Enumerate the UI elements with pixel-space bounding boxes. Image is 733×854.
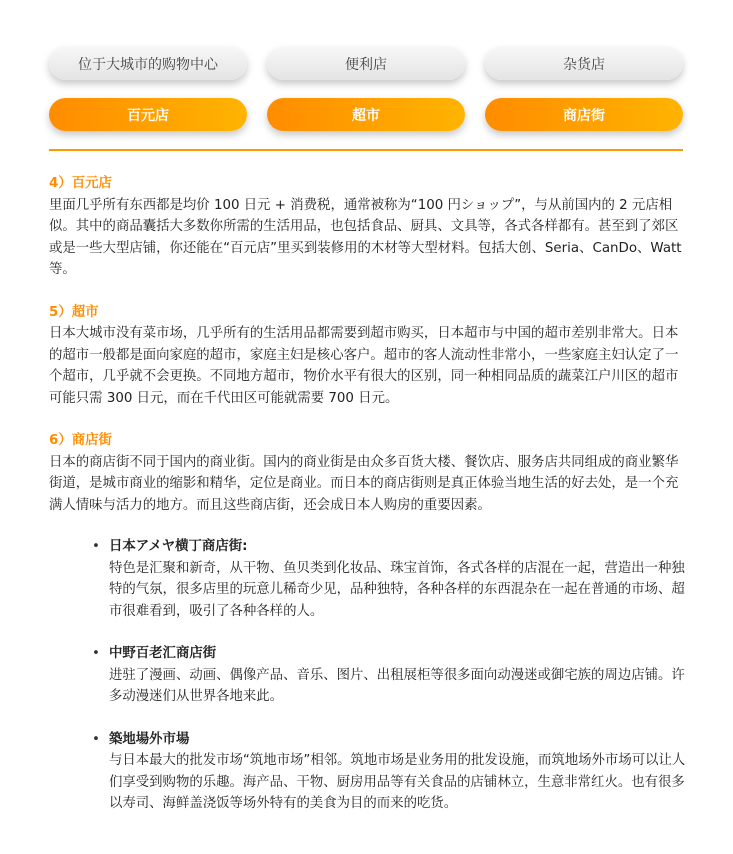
list-item-title: 日本アメヤ横丁商店街: <box>109 539 248 554</box>
list-item-body: 进驻了漫画、动画、偶像产品、音乐、图片、出租展柜等很多面向动漫迷或御宅族的周边店铺。许多动漫迷们从世界各地来此。 <box>109 667 685 704</box>
section-title: 4）百元店 <box>49 176 112 191</box>
section-title: 6）商店街 <box>49 433 112 448</box>
section-body: 日本大城市没有菜市场，几乎所有的生活用品都需要到超市购买，日本超市与中国的超市差别非常大。日本的超市一般都是面向家庭的超市，家庭主妇是核心客户。超市的客人流动性非常小，一些家庭主妇认定了一个超市，几乎就不会更换。不同地方超市，物价水平有很大的区别，同一种相同品质的蔬菜江户川区的超市可能只需 300 日元，而在千代田区可能就需要 700 日元。 <box>49 326 679 406</box>
section-body: 日本的商店街不同于国内的商业街。国内的商业街是由众多百货大楼、餐饮店、服务店共同组成的商业繁华街道，是城市商业的缩影和精华，定位是商业。而日本的商店街则是真正体验当地生活的好去处，是一个充满人情味与活力的地方。而且这些商店街，还会成日本人购房的重要因素。 <box>49 454 679 513</box>
list-item-body: 特色是汇聚和新奇，从干物、鱼贝类到化妆品、珠宝首饰，各式各样的店混在一起，营造出一种独特的气氛，很多店里的玩意儿稀奇少见，品种独特，各种各样的东西混杂在一起在普通的市场、超市很难看到，吸引了各种各样的人。 <box>109 560 685 619</box>
article-content <box>49 173 689 836</box>
bullet-icon: • <box>92 646 100 661</box>
section-shopping-street <box>49 430 689 815</box>
list-item-title: 中野百老汇商店街 <box>109 646 217 661</box>
bullet-icon: • <box>92 539 100 554</box>
tab-shopping-mall[interactable]: 位于大城市的购物中心 <box>49 47 247 80</box>
tab-shopping-street[interactable]: 商店街 <box>485 98 683 131</box>
section-supermarket <box>49 302 689 410</box>
tab-supermarket[interactable]: 超市 <box>267 98 465 131</box>
shopping-street-list <box>92 536 687 815</box>
tab-hundred-yen-store[interactable]: 百元店 <box>49 98 247 131</box>
section-hundred-yen-store <box>49 173 689 281</box>
orange-divider <box>49 149 683 151</box>
tab-convenience-store[interactable]: 便利店 <box>267 47 465 80</box>
list-item-title: 築地場外市場 <box>109 731 190 747</box>
category-tabs <box>49 47 683 149</box>
list-item <box>92 536 687 622</box>
tab-row-1 <box>49 47 683 80</box>
section-title: 5）超市 <box>49 304 99 320</box>
tab-row-2 <box>49 98 683 131</box>
bullet-icon: • <box>92 731 100 747</box>
tab-grocery-store[interactable]: 杂货店 <box>485 47 683 80</box>
list-item <box>92 643 687 708</box>
section-body: 里面几乎所有东西都是均价 100 日元 + 消费税，通常被称为“100 円ショップ”，与从前国内的 2 元店相似。其中的商品囊括大多数你所需的生活用品，也包括食品、厨具、文具等，各式各样都有。甚至到了郊区或是一些大型店铺，你还能在“百元店”里买到装修用的木材等大型材料。包括大创、Seria、CanDo、Watt 等。 <box>49 197 682 277</box>
list-item <box>92 729 687 815</box>
list-item-body: 与日本最大的批发市场“筑地市场”相邻。筑地市场是业务用的批发设施，而筑地场外市场可以让人们享受到购物的乐趣。海产品、干物、厨房用品等有关食品的店铺林立，生意非常红火。也有很多以寿司、海鲜盖浇饭等场外特有的美食为目的而来的吃货。 <box>109 753 686 811</box>
